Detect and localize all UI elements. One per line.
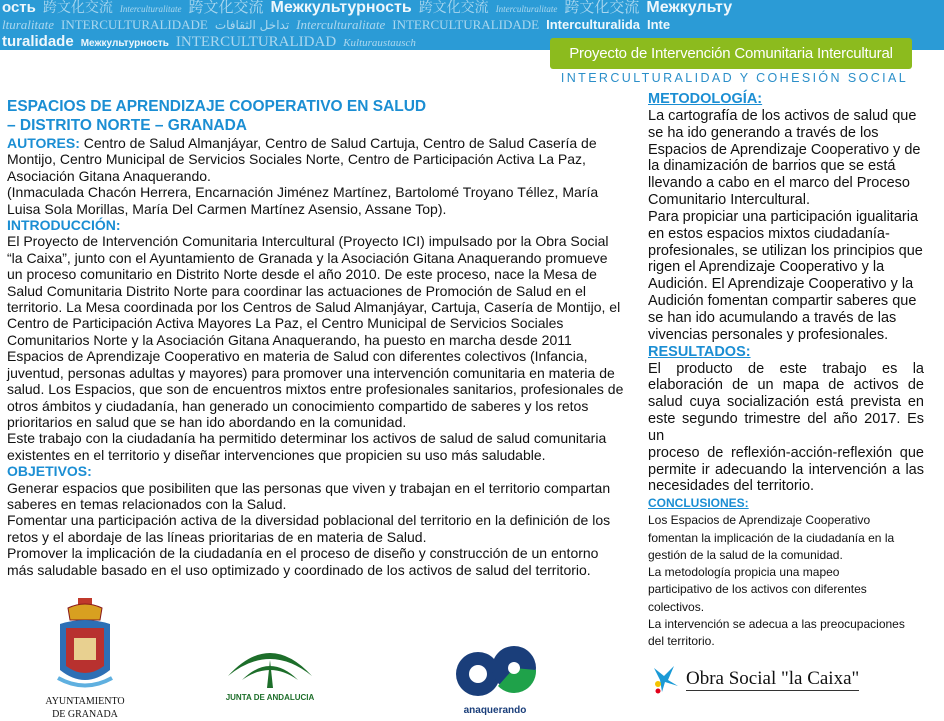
text-line: permite ir adecuando la intervención a las — [648, 461, 924, 478]
text-line: Promover la implicación de la ciudadanía en el proceso de diseño y construcción de un entorno — [7, 545, 599, 562]
objetivos-body — [7, 480, 639, 578]
banner-word: INTERCULTURALIDADE — [61, 17, 208, 32]
text-line: Fomentar una participación activa de la diversidad poblacional del territorio en la definición de los — [7, 512, 611, 529]
junta-arch-icon — [220, 636, 320, 688]
resultados-body — [648, 361, 924, 496]
text-line: fomentan la implicación de la ciudadanía en la — [648, 530, 895, 545]
text-line: Los Espacios de Aprendizaje Cooperativo — [648, 513, 871, 528]
banner-word: Межкульту — [646, 0, 733, 16]
text-line: llevando a cabo en el marco del Proceso — [648, 175, 910, 192]
banner-word: INTERCULTURALIDADE — [392, 17, 540, 32]
banner-word: 跨文化交流 — [418, 1, 489, 16]
text-line: gestión de la salud de la comunidad. — [648, 547, 843, 562]
conclusiones-heading: CONCLUSIONES: — [648, 496, 749, 511]
autores-body — [7, 151, 639, 217]
text-line: otros ámbitos y ciudadanía, han generado un conocimiento compartido de saberes y los retos — [7, 397, 589, 414]
text-line: Este trabajo con la ciudadanía ha permitido determinar los activos de salud de salud comunitaria — [7, 430, 607, 447]
text-line: un proceso comunitario en Distrito Norte desde el año 2010. De este proceso, nace la Mesa de — [7, 266, 597, 283]
anaquerando-logo-text: anaquerando — [463, 705, 527, 716]
text-line: saberes en temas relacionados con la Salud. — [7, 495, 287, 512]
text-line: Audición. El Aprendizaje Cooperativo y la — [648, 276, 914, 293]
banner-word: Межкультурность — [80, 38, 169, 49]
granada-coat-of-arms-icon — [40, 598, 130, 690]
text-line: Centro de Participación Activa Mayores La Paz, el Centro Municipal de Servicios Sociales — [7, 315, 564, 332]
text-line: salud cuya socialización está prevista en — [648, 394, 924, 411]
text-line: Espacios de Aprendizaje Cooperativo en materia de Salud con diferentes colectivos (Infancia, — [7, 348, 588, 365]
banner-word: turalidade — [2, 33, 74, 50]
text-line: (Inmaculada Chacón Herrera, Encarnación Jiménez Martínez, Bartolomé Troyano Téllez, María — [7, 184, 599, 201]
autores-first-line — [7, 135, 639, 151]
text-line: La metodología propicia una mapeo — [648, 565, 840, 580]
text-line: se ha ido generando a través de los — [648, 124, 879, 141]
anaquerando-mark-icon — [450, 640, 540, 700]
text-line: Asociación Gitana Anaquerando. — [7, 167, 211, 184]
text-line: proceso de reflexión-acción-reflexión que — [648, 444, 924, 461]
caixa-star-icon — [650, 664, 680, 694]
text-line: El producto de este trabajo es la — [648, 360, 924, 377]
text-line: existentes en el territorio y diseñar intervenciones que propicien su uso más saludable. — [7, 446, 546, 463]
logo-anaquerando — [450, 640, 540, 715]
banner-word: Inte — [647, 17, 671, 32]
project-title-box: Proyecto de Intervención Comunitaria Intercultural — [550, 38, 912, 69]
text-line: profesionales, se utilizan los principios que — [648, 242, 923, 259]
text-line: más saludable basado en el uso optimizado y coordinado de los activos de salud del territorio. — [7, 561, 591, 578]
text-line: La intervención se adecua a las preocupaciones — [648, 617, 905, 632]
autores-heading: AUTORES: — [7, 135, 80, 151]
text-line: Luisa Sola Morillas, María Del Carmen Martínez Asensio, Assane Top). — [7, 200, 447, 217]
text-line: vivencias personales y profesionales. — [648, 326, 889, 343]
text-line: “la Caixa”, junto con el Ayuntamiento de Granada y la Asociación Gitana Anaquerando promueve — [7, 249, 608, 266]
text-line: rigen el Aprendizaje Cooperativo y la — [648, 259, 885, 276]
text-line: Generar espacios que posibiliten que las personas que viven y trabajan en el territorio compartan — [7, 479, 611, 496]
text-line: Audición fomentan compartir saberes que — [648, 293, 917, 310]
title-line: ESPACIOS DE APRENDIZAJE COOPERATIVO EN SALUD — [7, 98, 427, 115]
text-line: necesidades del territorio. — [648, 478, 815, 495]
text-line: colectivos. — [648, 599, 705, 614]
junta-logo-text: JUNTA DE ANDALUCIA — [225, 693, 315, 702]
granada-logo-text — [40, 695, 130, 721]
granada-logo-line: AYUNTAMIENTO — [45, 696, 125, 707]
text-line: participativo de los activos con diferentes — [648, 582, 867, 597]
logo-obra-social-la-caixa — [650, 664, 870, 694]
text-line: juventud, personas adultas y mayores) para promover una intervención comunitaria en materia de — [7, 364, 615, 381]
text-line: salud. Los Espacios, que son de encuentros mixtos entre profesionales sanitarios, profesionales de — [7, 381, 624, 398]
introduccion-heading: INTRODUCCIÓN: — [7, 217, 121, 234]
banner-word: ость — [2, 0, 36, 16]
text-line: se han ido acumulando a través de las — [648, 309, 897, 326]
metodologia-body — [648, 108, 924, 344]
banner-word: Interculturalitate — [119, 4, 182, 14]
text-line: territorio. La Mesa coordinada por los Centros de Salud Almanjáyar, Cartuja, Casería de Montijo, el — [7, 299, 621, 316]
banner-word: INTERCULTURALIDAD — [175, 34, 337, 50]
banner-row — [2, 17, 670, 33]
left-column — [7, 97, 639, 578]
text-line: este segundo trimestre del año 2017. Es un — [648, 411, 924, 444]
text-line: Comunitarios Norte y la Asociación Gitana Anaquerando, ha puesto en marcha desde 2011 — [7, 331, 572, 348]
banner-row — [2, 34, 416, 50]
logo-junta-andalucia — [220, 636, 320, 706]
text-line: La cartografía de los activos de salud que — [648, 107, 917, 124]
text-line: El Proyecto de Intervención Comunitaria Intercultural (Proyecto ICI) impulsado por la Obra Social — [7, 233, 609, 250]
resultados-heading: RESULTADOS: — [648, 343, 751, 360]
text-line: la dinamización de barrios que se está — [648, 158, 896, 175]
granada-logo-line: DE GRANADA — [52, 709, 118, 720]
metodologia-heading: METODOLOGÍA: — [648, 91, 763, 107]
introduccion-body — [7, 233, 639, 463]
banner-word: lturalitate — [2, 17, 54, 32]
objetivos-heading: OBJETIVOS: — [7, 463, 92, 480]
text-line: prioritarios en salud que se han ido abordando en la comunidad. — [7, 413, 407, 430]
banner-word: Interculturalitate — [296, 17, 386, 32]
banner-word: تداخل الثقافات — [214, 18, 290, 32]
project-subtitle: INTERCULTURALIDAD Y COHESIÓN SOCIAL — [560, 71, 909, 85]
poster-title — [7, 97, 639, 135]
text-line: Salud Comunitaria Distrito Norte para coordinar las actuaciones de Promoción de Salud en el — [7, 282, 586, 299]
text-line: Comunitario Intercultural. — [648, 192, 810, 209]
caixa-logo-text: Obra Social "la Caixa" — [686, 667, 860, 689]
right-column — [648, 91, 924, 651]
banner-word: Interculturalitate — [495, 4, 558, 14]
text-line: elaboración de un mapa de activos de — [648, 377, 924, 394]
banner-word: 跨文化交流 — [42, 1, 113, 16]
autores-text: Centro de Salud Almanjáyar, Centro de Salud Cartuja, Centro de Salud Casería de — [79, 135, 597, 151]
conclusiones-body — [648, 512, 924, 650]
text-line: Para propiciar una participación igualitaria — [648, 208, 919, 225]
text-line: retos y el abordaje de las líneas prioritarias de en materia de Salud. — [7, 528, 427, 545]
logo-ayuntamiento-granada — [40, 598, 130, 718]
banner-word: Kulturaustausch — [343, 37, 416, 49]
banner-word: 跨文化交流 — [564, 0, 640, 16]
text-line: Espacios de Aprendizaje Cooperativo y de — [648, 141, 921, 158]
title-line: – DISTRITO NORTE – GRANADA — [7, 117, 247, 134]
text-line: del territorio. — [648, 634, 715, 649]
text-line: en estos espacios mixtos ciudadanía- — [648, 225, 890, 242]
banner-word: Interculturalida — [546, 17, 640, 32]
banner-row — [2, 0, 732, 17]
text-line: Montijo, Centro Municipal de Servicios Sociales Norte, Centro de Participación Activa La Paz, — [7, 151, 586, 168]
banner-word: Межкультурность — [270, 0, 412, 16]
banner-word: 跨文化交流 — [188, 0, 264, 16]
